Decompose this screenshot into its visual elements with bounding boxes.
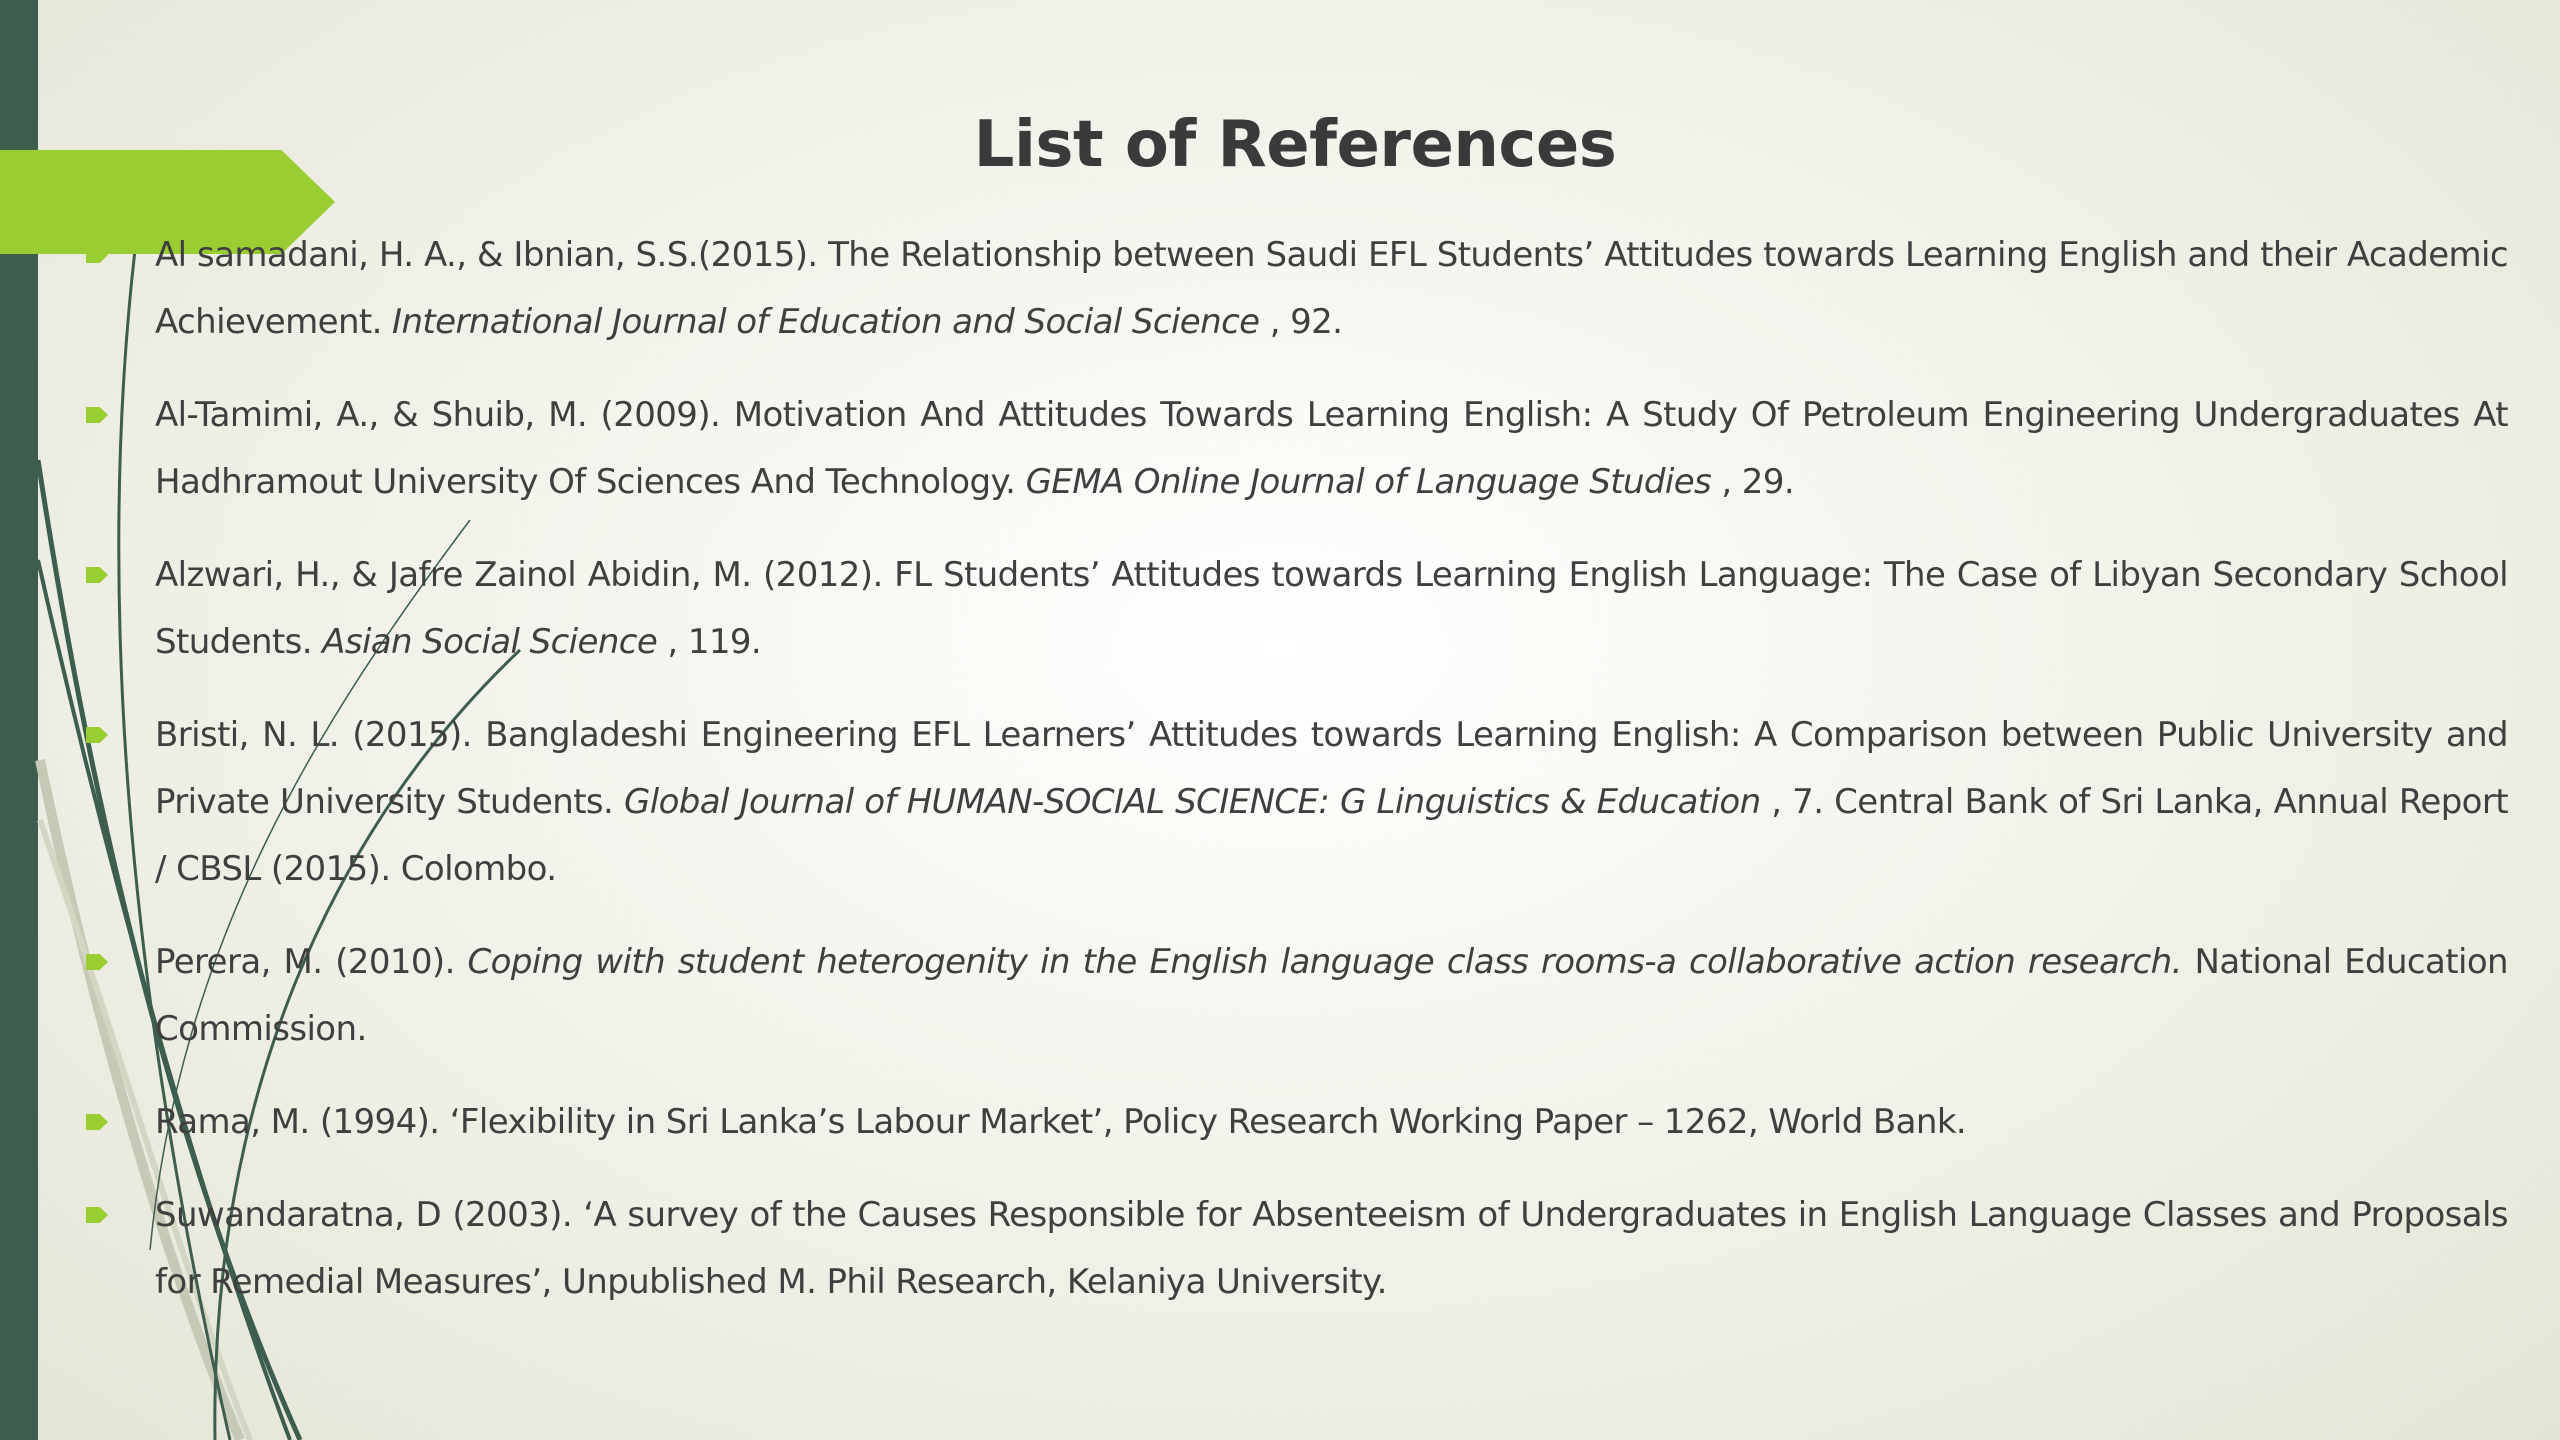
reference-source: Coping with student heterogenity in the English language class rooms-a collaborative action research. (467, 942, 2182, 982)
reference-tail: , 119. (657, 622, 762, 662)
reference-item (80, 929, 2508, 1063)
reference-item (80, 382, 2508, 516)
page-title: List of References (973, 108, 1617, 182)
reference-text: Suwandaratna, D (2003). ‘A survey of the Causes Responsible for Absenteeism of Undergraduates in English Language Classes and Proposals for Remedial Measures’, Unpublished M. Phil Research, Kelaniya University. (155, 1195, 2508, 1302)
reference-item (80, 542, 2508, 676)
reference-text: Perera, M. (2010). (155, 942, 468, 982)
arrow-bullet-icon (86, 247, 108, 263)
reference-tail: , 92. (1259, 302, 1343, 342)
arrow-bullet-icon (86, 954, 108, 970)
reference-item (80, 1182, 2508, 1316)
reference-text: Bristi, N. L. (2015). Bangladeshi Engineering EFL Learners’ Attitudes towards Learning English: A Comparison between Public University and Private University Students. (155, 715, 2508, 822)
reference-source: Asian Social Science (322, 622, 658, 662)
arrow-bullet-icon (86, 567, 108, 583)
reference-source: International Journal of Education and Social Science (392, 302, 1260, 342)
reference-source: GEMA Online Journal of Language Studies (1025, 462, 1712, 502)
reference-text: Alzwari, H., & Jafre Zainol Abidin, M. (2012). FL Students’ Attitudes towards Learning English Language: The Case of Libyan Secondary School Students. (155, 555, 2508, 662)
reference-tail: , 29. (1711, 462, 1795, 502)
reference-text: Al-Tamimi, A., & Shuib, M. (2009). Motivation And Attitudes Towards Learning English: A Study Of Petroleum Engineering Undergraduates At Hadhramout University Of Sciences And Technology. (155, 395, 2508, 502)
reference-tail: National Education Commission. (155, 942, 2508, 1049)
reference-source: Global Journal of HUMAN-SOCIAL SCIENCE: G Linguistics & Education (623, 782, 1761, 822)
reference-item (80, 702, 2508, 903)
reference-text: Al samadani, H. A., & Ibnian, S.S.(2015). The Relationship between Saudi EFL Students’ Attitudes towards Learning English and their Academic Achievement. (155, 235, 2508, 342)
arrow-bullet-icon (86, 727, 108, 743)
reference-item (80, 222, 2508, 356)
reference-item (80, 1089, 2508, 1156)
arrow-bullet-icon (86, 1114, 108, 1130)
arrow-bullet-icon (86, 407, 108, 423)
arrow-bullet-icon (86, 1207, 108, 1223)
reference-list (80, 222, 2508, 1342)
reference-tail: , 7. Central Bank of Sri Lanka, Annual Report / CBSL (2015). Colombo. (155, 782, 2508, 889)
reference-text: Rama, M. (1994). ‘Flexibility in Sri Lanka’s Labour Market’, Policy Research Working Paper – 1262, World Bank. (155, 1102, 1967, 1142)
